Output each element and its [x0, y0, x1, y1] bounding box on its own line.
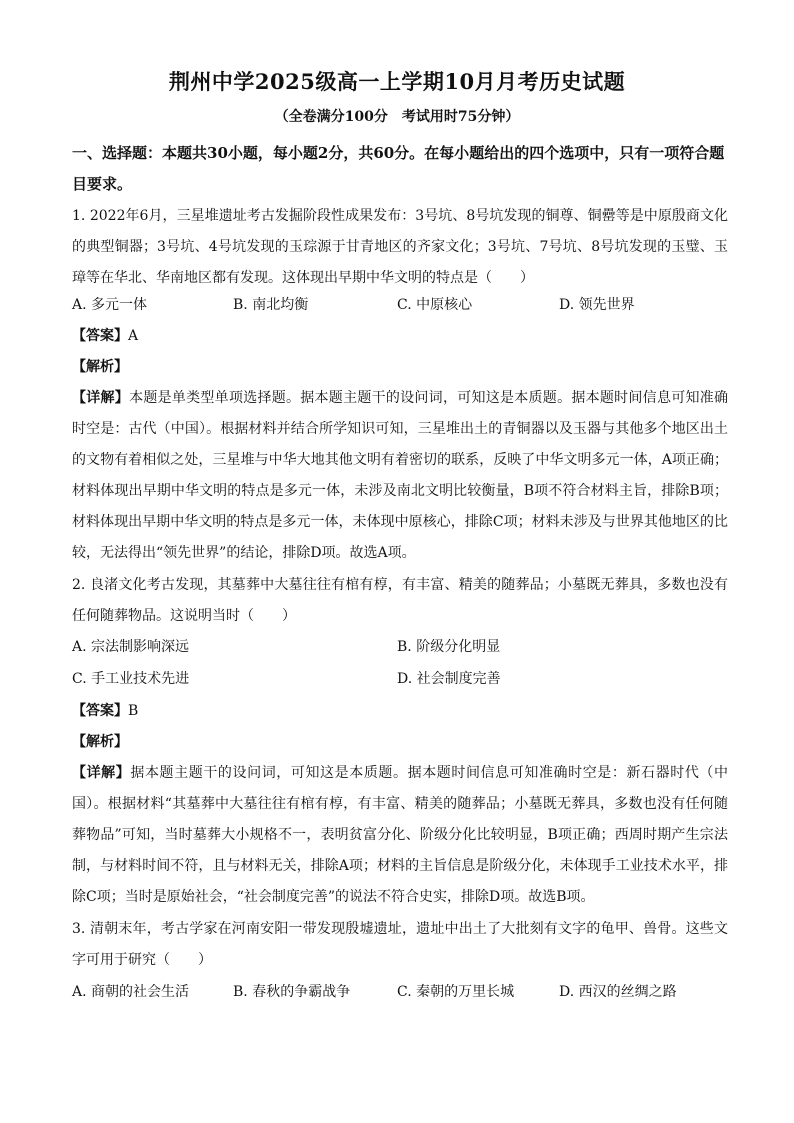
- question-1-option-b: B. 南北均衡: [233, 297, 309, 313]
- question-2-options-row-2: [72, 664, 732, 695]
- question-2-detail: [72, 758, 728, 913]
- question-1-answer: [72, 321, 138, 352]
- question-2-option-b: B. 阶级分化明显: [397, 639, 501, 655]
- answer-value: B: [128, 703, 139, 719]
- question-1-options: [72, 290, 732, 321]
- detail-text: 本题是单类型单项选择题。据本题主题干的设问词，可知这是本质题。据本题时间信息可知准确时空是：古代（中国）。根据材料并结合所学知识可知，三星堆出土的青铜器以及玉器与其他多个地区出土的文物有着相似之处，三星堆与中华大地其他文明有着密切的联系，反映了中华文明多元一体，A项正确；材料体现出早期中华文明的特点是多元一体，未涉及南北文明比较衡量，B项不符合材料主旨，排除B项；材料体现出早期中华文明的特点是多元一体，未体现中原核心，排除C项；材料未涉及与世界其他地区的比较，无法得出“领先世界”的结论，排除D项。故选A项。: [72, 390, 729, 561]
- question-2-options-row-1: [72, 632, 732, 663]
- exam-title: 荆州中学2025级高一上学期10月月考历史试题: [168, 69, 626, 94]
- question-3-stem: 3. 清朝末年，考古学家在河南安阳一带发现殷墟遗址，遗址中出土了大批刻有文字的龟甲、兽骨。这些文字可用于研究（ ）: [72, 921, 728, 968]
- question-2-option-c: C. 手工业技术先进: [72, 671, 190, 687]
- question-1-option-d: D. 领先世界: [559, 297, 635, 313]
- question-2-option-d: D. 社会制度完善: [397, 671, 501, 687]
- question-3-option-d: D. 西汉的丝绸之路: [559, 984, 677, 1000]
- question-3-options: [72, 977, 732, 1008]
- answer-value: A: [128, 328, 139, 344]
- detail-label: 【详解】: [72, 765, 131, 781]
- question-1-analysis-label: 【解析】: [72, 359, 128, 375]
- answer-label: 【答案】: [72, 328, 128, 344]
- question-3-option-b: B. 春秋的争霸战争: [233, 984, 351, 1000]
- question-1-option-a: A. 多元一体: [72, 297, 148, 313]
- question-2-stem: 2. 良渚文化考古发现，其墓葬中大墓往往有棺有椁，有丰富、精美的随葬品；小墓既无葬具，多数也没有任何随葬物品。这说明当时（ ）: [72, 577, 728, 624]
- question-1-option-c: C. 中原核心: [397, 297, 473, 313]
- answer-label: 【答案】: [72, 703, 128, 719]
- question-3-option-a: A. 商朝的社会生活: [72, 984, 190, 1000]
- question-2-answer: [72, 696, 138, 727]
- question-3-option-c: C. 秦朝的万里长城: [397, 984, 515, 1000]
- question-2-analysis-label: 【解析】: [72, 734, 128, 750]
- detail-label: 【详解】: [72, 390, 130, 406]
- section-heading: 一、选择题：本题共30小题，每小题2分，共60分。在每小题给出的四个选项中，只有一项符合题目要求。: [72, 144, 725, 193]
- detail-text: 据本题主题干的设问词，可知这是本质题。据本题时间信息可知准确时空是：新石器时代（中国）。根据材料“其墓葬中大墓往往有棺有椁，有丰富、精美的随葬品；小墓既无葬具，多数也没有任何随葬物品”可知，当时墓葬大小规格不一，表明贫富分化、阶级分化比较明显，B项正确；西周时期产生宗法制，与材料时间不符，且与材料无关，排除A项；材料的主旨信息是阶级分化，未体现手工业技术水平，排除C项；当时是原始社会，“社会制度完善”的说法不符合史实，排除D项。故选B项。: [72, 765, 729, 905]
- question-1-stem: 1. 2022年6月，三星堆遗址考古发掘阶段性成果发布：3号坑、8号坑发现的铜尊、铜罍等是中原殷商文化的典型铜器；3号坑、4号坑发现的玉琮源于甘青地区的齐家文化；3号坑、7号坑、8号坑发现的玉璧、玉璋等在华北、华南地区都有发现。这体现出早期中华文明的特点是（ ）: [72, 208, 728, 286]
- question-1-detail: [72, 383, 728, 569]
- exam-subtitle: （全卷满分100分 考试用时75分钟）: [274, 109, 520, 125]
- question-2-option-a: A. 宗法制影响深远: [72, 639, 190, 655]
